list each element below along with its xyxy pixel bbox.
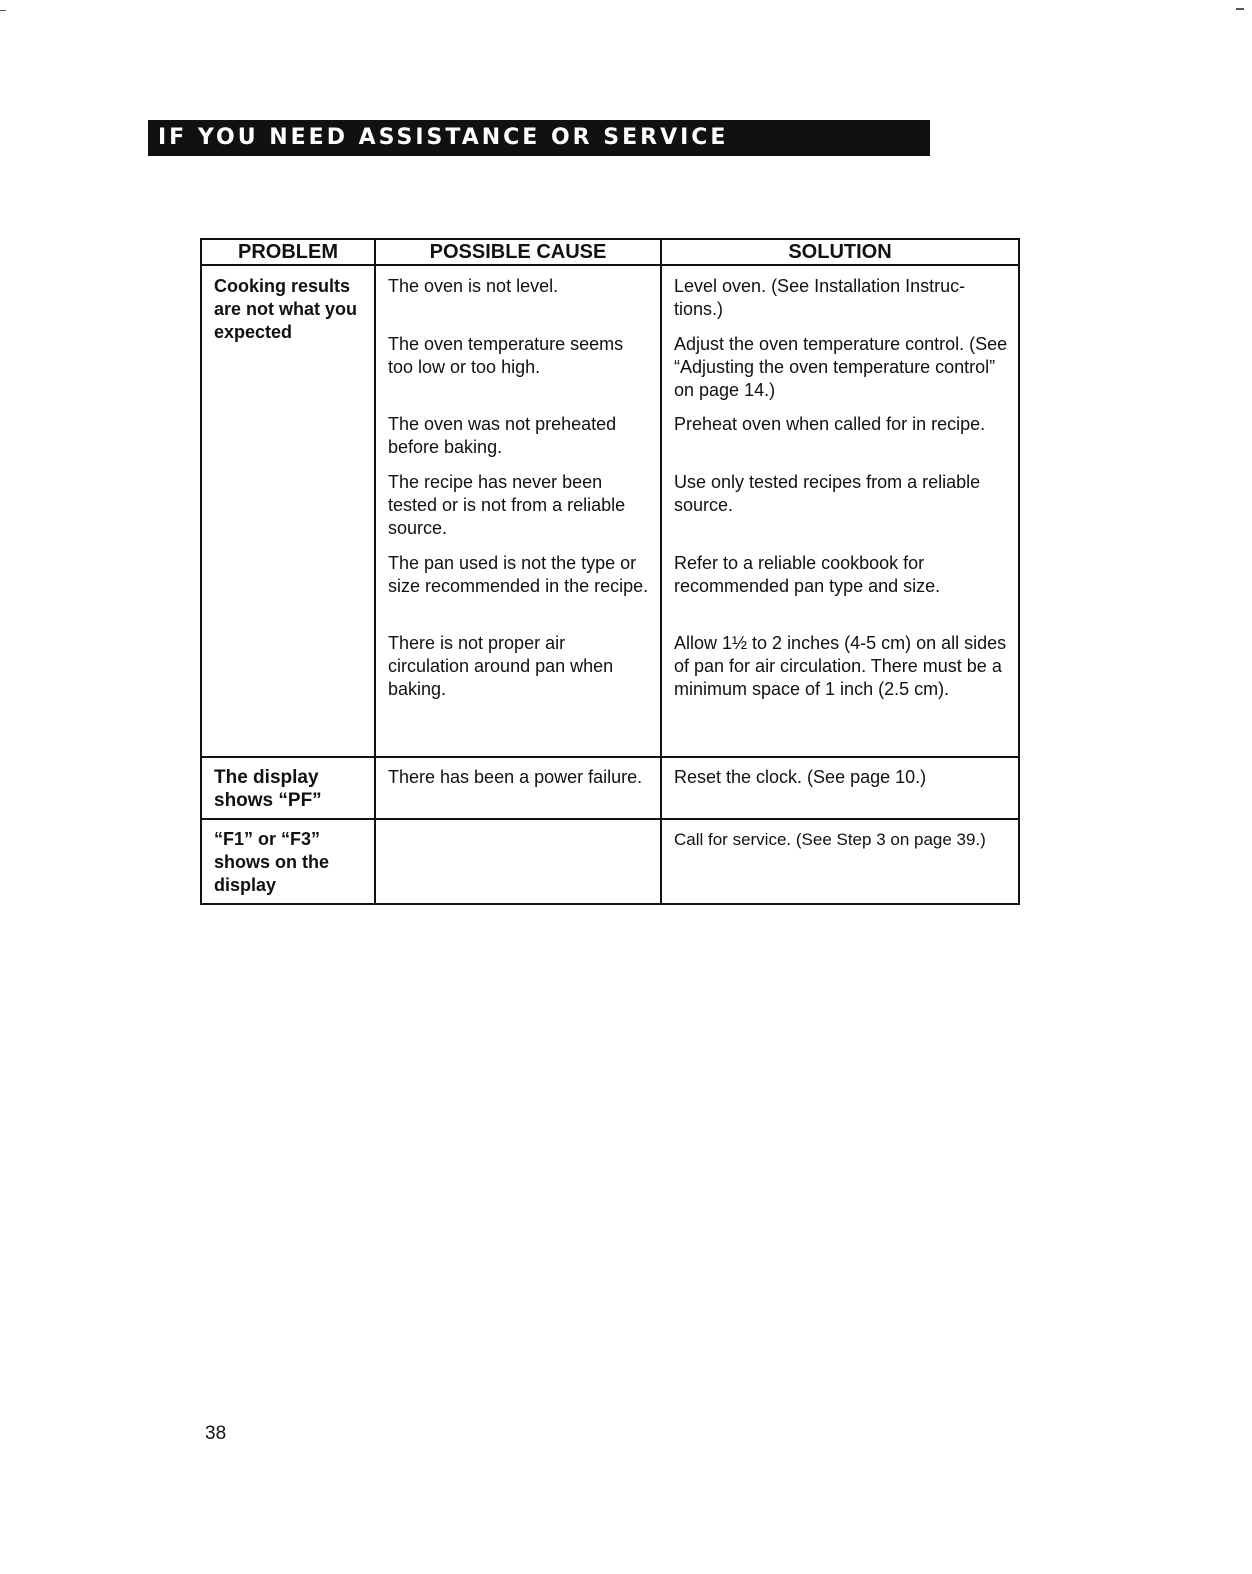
solution-text: Preheat oven when called for in recipe. bbox=[674, 414, 986, 434]
table-row bbox=[201, 757, 1019, 819]
scan-mark bbox=[0, 10, 6, 11]
solution-text: Use only tested recipes from a reliable source. bbox=[674, 472, 981, 515]
solution-text: Adjust the oven temperature control. (See “Adjusting the oven temperature control” on page 14.) bbox=[674, 334, 1008, 400]
cause-text: There has been a power failure. bbox=[388, 767, 643, 787]
cause-cell bbox=[375, 757, 661, 819]
solution-cell bbox=[661, 757, 1019, 819]
cause-text: The oven is not level. bbox=[388, 276, 559, 296]
problem-cell: Cooking results are not what you expected bbox=[201, 265, 375, 757]
page-number: 38 bbox=[205, 1423, 227, 1444]
solution-text: Call for service. (See Step 3 on page 39.) bbox=[674, 830, 986, 849]
scan-mark bbox=[1236, 8, 1244, 10]
solution-text: Refer to a reliable cookbook for recommended pan type and size. bbox=[674, 553, 941, 596]
column-header-solution: SOLUTION bbox=[661, 239, 1019, 265]
cause-cell bbox=[375, 265, 661, 757]
cause-text: The oven was not preheated before baking. bbox=[388, 414, 617, 457]
table-row bbox=[201, 819, 1019, 904]
solution-cell bbox=[661, 265, 1019, 757]
troubleshooting-table bbox=[200, 238, 1020, 905]
table-header-row bbox=[201, 239, 1019, 265]
section-header: IF YOU NEED ASSISTANCE OR SERVICE bbox=[148, 120, 930, 156]
cause-text: The pan used is not the type or size recommended in the recipe. bbox=[388, 553, 649, 596]
cause-text: The recipe has never been tested or is not from a reliable source. bbox=[388, 472, 626, 538]
cause-text: The oven temperature seems too low or too high. bbox=[388, 334, 624, 377]
column-header-cause: POSSIBLE CAUSE bbox=[375, 239, 661, 265]
problem-cell: The display shows “PF” bbox=[201, 757, 375, 819]
solution-text: Allow 1½ to 2 inches (4-5 cm) on all sides of pan for air circulation. There must be a minimum space of 1 inch (2.5 cm). bbox=[674, 633, 1007, 699]
solution-cell bbox=[661, 819, 1019, 904]
problem-cell: “F1” or “F3” shows on the display bbox=[201, 819, 375, 904]
solution-text: Reset the clock. (See page 10.) bbox=[674, 767, 927, 787]
column-header-problem: PROBLEM bbox=[201, 239, 375, 265]
cause-text: There is not proper air circulation around pan when baking. bbox=[388, 633, 614, 699]
table-row bbox=[201, 265, 1019, 757]
solution-text: Level oven. (See Installation Instruc-tions.) bbox=[674, 276, 966, 319]
cause-cell bbox=[375, 819, 661, 904]
